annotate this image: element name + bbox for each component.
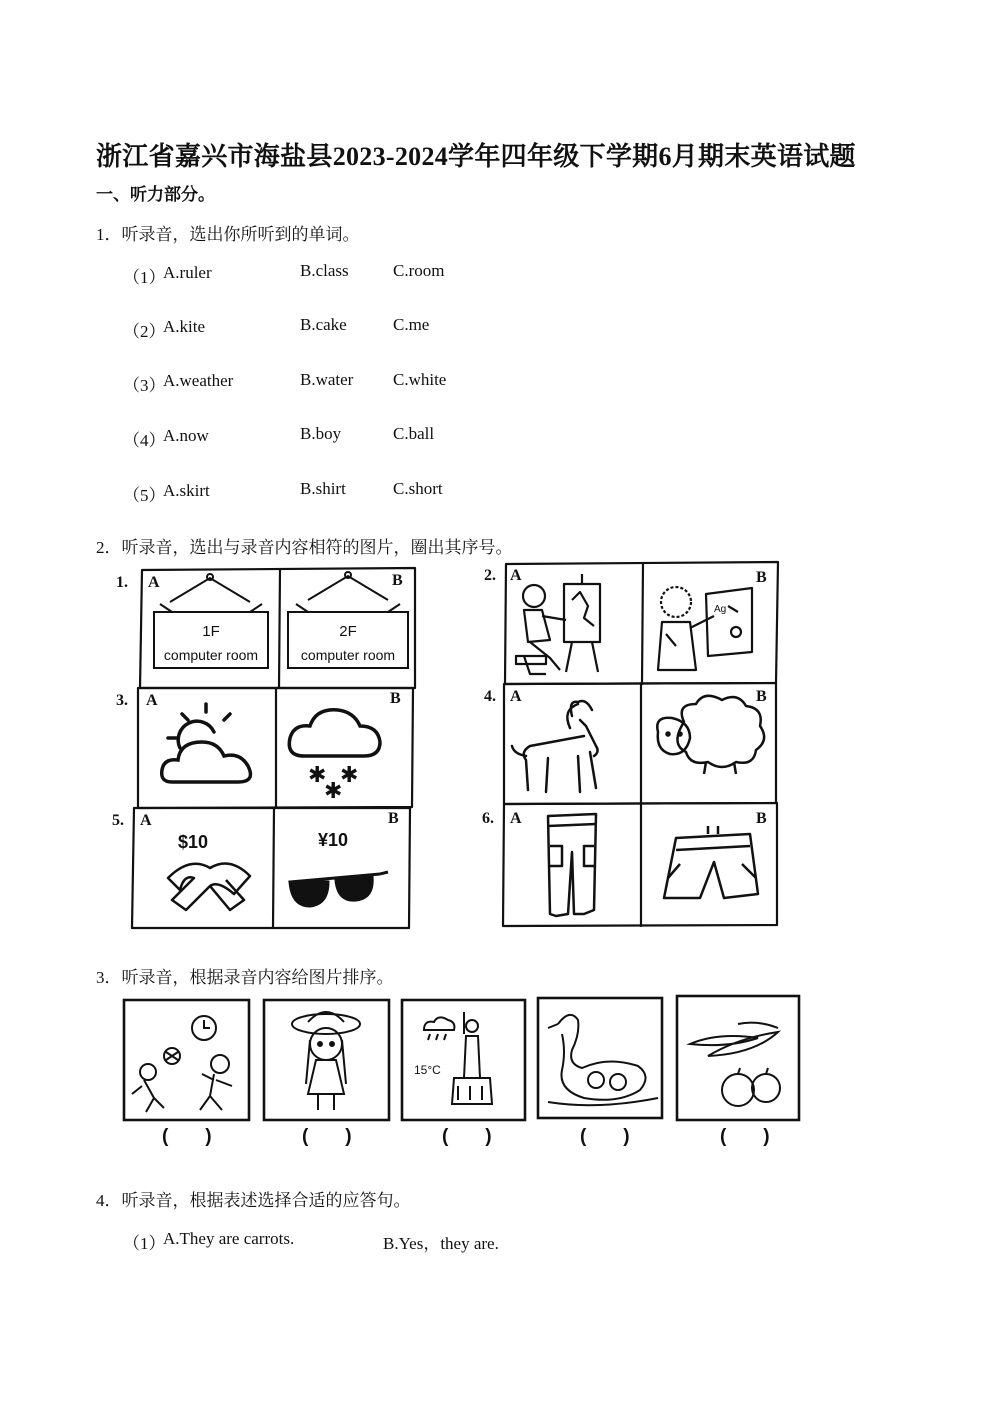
svg-text:✱: ✱	[340, 762, 359, 787]
q4-instruction: 4．听录音，根据表述选择合适的应答句。	[96, 1191, 411, 1210]
q2-option-a-label[interactable]: A	[510, 810, 522, 827]
q1-option-c[interactable]: C.white	[393, 370, 447, 389]
q4-row-number: （1）	[123, 1234, 166, 1253]
q1-option-a[interactable]: A.kite	[163, 317, 206, 336]
q2-frame-5	[132, 808, 410, 928]
q1-row-number: （4）	[123, 431, 166, 450]
q3-frame-1	[124, 1000, 249, 1120]
q3-answer-blank[interactable]: ( )	[162, 1126, 212, 1147]
snow-cloud-icon[interactable]	[289, 710, 380, 756]
snowflake-icon	[308, 762, 358, 803]
q2-option-a-label[interactable]: A	[510, 567, 522, 584]
q1-row-number: （2）	[123, 322, 166, 341]
q1-option-c[interactable]: C.ball	[393, 424, 435, 443]
q3-answer-blank[interactable]: ( )	[442, 1126, 492, 1147]
q2-picture-grid	[110, 560, 800, 934]
teacher-board-text: Ag	[714, 604, 727, 615]
q1-option-b[interactable]: B.cake	[300, 315, 347, 334]
q1-row-number: （3）	[123, 376, 166, 395]
q2-option-b-label[interactable]: B	[392, 572, 403, 589]
sign-2f-floor: 2F	[339, 623, 357, 640]
statue-of-liberty-icon[interactable]	[424, 1012, 492, 1104]
q3-answer-blank[interactable]: ( )	[580, 1126, 630, 1147]
page-title: 浙江省嘉兴市海盐县2023-2024学年四年级下学期6月期末英语试题	[96, 142, 856, 171]
q2-option-b-label[interactable]: B	[756, 569, 767, 586]
q2-frame-1	[140, 568, 415, 688]
temperature-label: 15°C	[414, 1063, 441, 1077]
q1-row-number: （1）	[123, 268, 166, 287]
child-painting-icon[interactable]	[516, 574, 600, 674]
q1-option-b[interactable]: B.water	[300, 370, 354, 389]
price-a-label: $10	[178, 832, 209, 852]
q2-option-a-label[interactable]: A	[510, 688, 522, 705]
q4-option-b[interactable]: B.Yes，they are.	[383, 1234, 499, 1253]
sign-1f-floor: 1F	[202, 623, 220, 640]
q2-option-b-label[interactable]: B	[390, 690, 401, 707]
q1-option-b[interactable]: B.class	[300, 261, 349, 280]
q2-item-number: 4.	[484, 688, 496, 705]
q1-option-b[interactable]: B.shirt	[300, 479, 346, 498]
q1-row-number: （5）	[123, 486, 166, 505]
q4-option-a[interactable]: A.They are carrots.	[163, 1229, 295, 1248]
q1-option-a[interactable]: A.ruler	[163, 263, 212, 282]
q1-instruction: 1．听录音，选出你所听到的单词。	[96, 225, 360, 244]
sign-2f-text: computer room	[300, 647, 396, 663]
q1-option-c[interactable]: C.room	[393, 261, 445, 280]
q2-instruction: 2．听录音，选出与录音内容相符的图片，圈出其序号。	[96, 538, 513, 557]
q2-option-a-label[interactable]: A	[146, 692, 158, 709]
shorts-icon[interactable]	[664, 826, 758, 898]
sheep-icon[interactable]	[657, 696, 764, 774]
q2-option-b-label[interactable]: B	[756, 688, 767, 705]
q2-item-number: 1.	[116, 574, 128, 591]
q2-item-number: 3.	[116, 692, 128, 709]
q1-option-a[interactable]: A.now	[163, 426, 209, 445]
girl-hat-icon[interactable]	[292, 1012, 360, 1110]
svg-text:✱: ✱	[308, 762, 327, 787]
q2-option-b-label[interactable]: B	[756, 810, 767, 827]
sun-cloud-icon[interactable]	[162, 704, 251, 782]
q3-picture-strip	[118, 994, 808, 1126]
svg-text:✱: ✱	[324, 778, 343, 803]
q1-option-a[interactable]: A.weather	[163, 371, 234, 390]
goat-icon[interactable]	[512, 701, 598, 792]
q3-instruction: 3．听录音，根据录音内容给图片排序。	[96, 968, 394, 987]
q2-option-b-label[interactable]: B	[388, 810, 399, 827]
sign-1f-text: computer room	[163, 647, 259, 663]
kids-playing-icon[interactable]	[132, 1016, 232, 1112]
section-heading-listening: 一、听力部分。	[96, 185, 215, 204]
scarf-icon[interactable]	[168, 864, 250, 911]
price-b-label: ¥10	[318, 830, 349, 850]
sunglasses-icon[interactable]	[290, 872, 388, 906]
goose-icon[interactable]	[548, 1015, 658, 1105]
q3-answer-blank[interactable]: ( )	[720, 1126, 770, 1147]
q1-option-b[interactable]: B.boy	[300, 424, 342, 443]
q1-option-a[interactable]: A.skirt	[163, 481, 210, 500]
q2-item-number: 6.	[482, 810, 494, 827]
q1-option-c[interactable]: C.me	[393, 315, 430, 334]
q2-item-number: 2.	[484, 567, 496, 584]
teacher-board-icon[interactable]	[658, 587, 752, 670]
trousers-icon[interactable]	[548, 814, 596, 916]
q1-option-c[interactable]: C.short	[393, 479, 443, 498]
q2-option-a-label[interactable]: A	[148, 574, 160, 591]
q2-option-a-label[interactable]: A	[140, 812, 152, 829]
q3-answer-blank[interactable]: ( )	[302, 1126, 352, 1147]
q3-frame-5	[677, 996, 799, 1120]
q2-item-number: 5.	[112, 812, 124, 829]
beans-fruit-icon[interactable]	[690, 1023, 780, 1106]
